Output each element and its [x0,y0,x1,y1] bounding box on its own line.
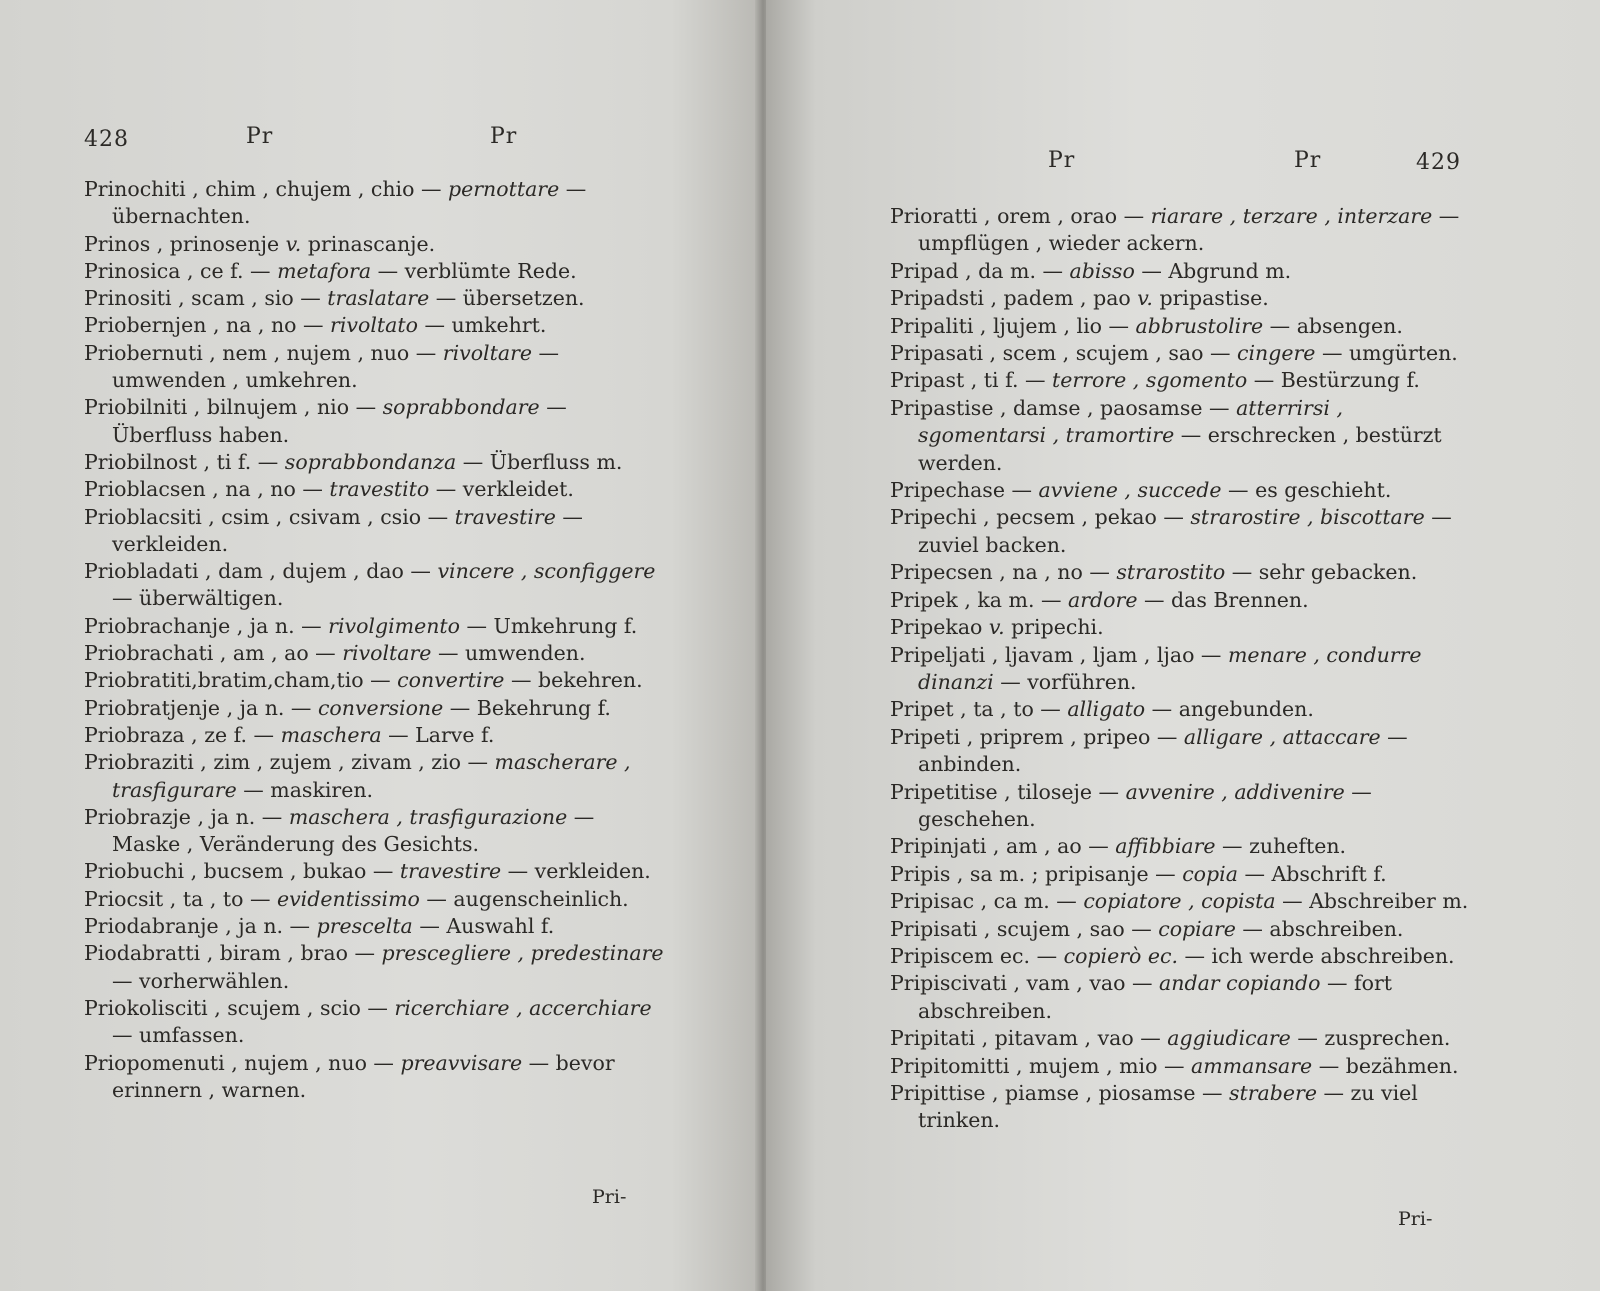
dictionary-entry [890,888,1472,915]
italian-gloss: rivoltare [342,641,432,666]
italian-gloss: v. [285,231,302,256]
entry-text: — Umkehrung f. [460,613,638,638]
entry-text: Prioblacsen , na , no — [84,477,330,502]
entry-text: pripechi. [1004,615,1104,640]
dictionary-entry [890,313,1472,340]
entry-text: Priobernuti , nem , nujem , nuo — [84,340,443,365]
dictionary-entry [84,995,664,1050]
entry-text: — umwenden , umkehren. [112,340,560,393]
entry-text: Pripasati , scem , scujem , sao — [890,341,1237,366]
entry-text: Pripaliti , ljujem , lio — [890,313,1136,338]
entry-text: Priobrachati , am , ao — [84,641,343,666]
entry-text: Priobraza , ze f. — [84,722,281,747]
entry-text: Pripet , ta , to — [890,697,1068,722]
entry-text: — es geschieht. [1221,478,1392,503]
running-head: Pr [246,124,274,149]
entry-text: — zu viel trinken. [918,1081,1418,1133]
dictionary-entry [84,913,664,940]
italian-gloss: ricerchiare , accerchiare [394,995,652,1020]
italian-gloss: avviene , succede [1038,478,1222,503]
italian-gloss: rivoltare [442,340,533,365]
entry-text: Pripitomitti , mujem , mio — [890,1053,1191,1078]
italian-gloss: preavvisare [400,1050,523,1075]
entry-text: — übersetzen. [429,286,585,311]
italian-gloss: v. [988,615,1005,640]
catchword: Pri- [592,1186,627,1208]
dictionary-entry [84,312,664,339]
catchword: Pri- [1398,1208,1433,1230]
entry-text: — Abschrift f. [1237,861,1387,886]
dictionary-entries [890,203,1472,1135]
entry-text: Priobladati , dam , dujem , dao — [84,559,438,584]
dictionary-entry [890,258,1472,285]
italian-gloss: prescegliere , predestinare [381,941,664,966]
italian-gloss: affibbiare [1115,834,1216,859]
italian-gloss: mascherare , trasfigurare [112,750,631,802]
italian-gloss: copiare [1158,916,1236,941]
entry-text: — erschrecken , bestürzt werden. [918,423,1442,475]
entry-text: — Larve f. [381,722,495,747]
entry-text: — Abgrund m. [1134,258,1292,283]
dictionary-entry [890,1053,1472,1080]
entry-text: Pripittise , piamse , piosamse — [890,1081,1229,1105]
entry-text: Prinositi , scam , sio — [84,286,328,311]
dictionary-entry [84,558,664,613]
dictionary-entry [84,886,664,913]
italian-gloss: prescelta [316,914,413,939]
italian-gloss: andar copiando [1159,971,1321,996]
italian-gloss: abbrustolire [1135,313,1264,338]
entry-text: — bevor erinnern , warnen. [112,1050,615,1102]
entry-text: — zuviel backen. [918,505,1452,557]
entry-text: Piodabratti , biram , brao — [84,941,382,966]
italian-gloss: atterrirsi , sgomentarsi , tramortire [918,395,1343,448]
entry-text: Priopomenuti , nujem , nuo — [84,1050,401,1075]
italian-gloss: rivolgimento [328,613,461,638]
dictionary-entry [890,587,1472,614]
entry-text: Pripek , ka m. — [890,587,1069,612]
dictionary-entry [890,861,1472,888]
italian-gloss: copierò ec. [1063,943,1179,968]
entry-text: — maskiren. [236,777,374,802]
entry-text: — umwenden. [431,641,586,666]
page-number: 429 [1416,150,1461,175]
entry-text: — abschreiben. [1235,916,1404,941]
dictionary-entry [890,1025,1472,1052]
entry-text: — verkleidet. [429,477,574,502]
italian-gloss: maschera , trasfigurazione [288,804,568,829]
dictionary-entry [890,779,1472,834]
entry-text: Pripis , sa m. ; pripisanje — [890,861,1183,886]
entry-text: — Bekehrung f. [443,695,611,720]
entry-text: — Abschreiber m. [1275,889,1469,914]
dictionary-entry [84,640,664,667]
dictionary-entry [84,1050,664,1105]
entry-text: Pripekao [890,615,989,640]
dictionary-entry [84,340,664,395]
italian-gloss: abisso [1069,258,1135,283]
dictionary-entry [84,667,664,694]
italian-gloss: cingere [1237,341,1316,366]
entry-text: Priobraziti , zim , zujem , zivam , zio — [84,750,495,775]
left-page [0,0,762,1291]
entry-text: Priokolisciti , scujem , scio — [84,995,395,1020]
italian-gloss: v. [1137,286,1153,311]
italian-gloss: alligare , attaccare [1183,724,1381,749]
entry-text: — umpflügen , wieder ackern. [918,204,1460,256]
dictionary-entries [84,176,664,1104]
entry-text: Pripiscivati , vam , vao — [890,971,1160,996]
italian-gloss: aggiudicare [1167,1026,1291,1051]
dictionary-entry [890,285,1472,312]
dictionary-entry [890,477,1472,504]
entry-text: — zuheften. [1215,834,1347,859]
italian-gloss: alligato [1067,697,1146,722]
entry-text: — verkleiden. [112,504,583,556]
entry-text: Priobernjen , na , no — [84,313,331,338]
entry-text: — augenscheinlich. [419,886,629,911]
dictionary-entry [890,559,1472,586]
dictionary-entry [84,940,664,995]
dictionary-entry [890,696,1472,723]
entry-text: Pripeljati , ljavam , ljam , ljao — [890,642,1228,667]
entry-text: — Überfluss haben. [112,395,567,447]
dictionary-entry [890,642,1472,697]
entry-text: Priobilnost , ti f. — [84,449,285,474]
entry-text: prinascanje. [301,231,436,256]
page-number: 428 [84,127,129,152]
entry-text: Pripast , ti f. — [890,368,1053,393]
dictionary-entry [890,943,1472,970]
entry-text: — absengen. [1263,313,1403,338]
entry-text: — Überfluss m. [456,449,623,474]
entry-text: — bezähmen. [1312,1053,1459,1078]
dictionary-entry [890,724,1472,779]
entry-text: Pripiscem ec. — [890,943,1064,968]
entry-text: Pripastise , damse , paosamse — [890,395,1237,420]
entry-text: Priobuchi , bucsem , bukao — [84,859,400,884]
entry-text: — zusprechen. [1290,1026,1451,1051]
entry-text: Priobilniti , bilnujem , nio — [84,395,383,420]
italian-gloss: travestire [399,859,502,884]
dictionary-entry [84,285,664,312]
italian-gloss: rivoltato [330,313,418,338]
entry-text: — umgürten. [1315,341,1458,366]
entry-text: pripastise. [1152,286,1269,311]
entry-text: Pripinjati , am , ao — [890,834,1116,859]
entry-text: — angebunden. [1145,697,1314,722]
dictionary-entry [84,504,664,559]
italian-gloss: evidentissimo [276,886,420,911]
dictionary-entry [84,858,664,885]
right-page [766,0,1600,1291]
entry-text: Priobrachanje , ja n. — [84,613,329,638]
entry-text: Priobratjenje , ja n. — [84,695,318,720]
entry-text: — ich werde abschreiben. [1178,943,1455,968]
dictionary-entry [84,449,664,476]
italian-gloss: pernottare [448,177,560,201]
running-head: Pr [1048,148,1076,173]
dictionary-entry [890,340,1472,367]
italian-gloss: ammansare [1190,1053,1313,1078]
entry-text: Pripad , da m. — [890,258,1070,283]
entry-text: Prinosica , ce f. — [84,258,278,283]
entry-text: — anbinden. [918,724,1408,777]
entry-text: — sehr gebacken. [1225,560,1418,585]
entry-text: Pripisati , scujem , sao — [890,916,1159,941]
entry-text: — fort abschreiben. [918,971,1392,1023]
italian-gloss: menare , condurre dinanzi [918,642,1422,694]
entry-text: — geschehen. [918,779,1372,831]
entry-text: Prinochiti , chim , chujem , chio — [84,177,448,201]
italian-gloss: soprabbondanza [284,449,457,474]
dictionary-entry [84,722,664,749]
dictionary-entry [890,367,1472,394]
dictionary-entry [890,614,1472,641]
dictionary-entry [890,504,1472,559]
italian-gloss: terrore , sgomento [1052,368,1248,393]
italian-gloss: vincere , sconfiggere [437,559,656,584]
dictionary-entry [890,916,1472,943]
entry-text: — Auswahl f. [412,914,555,939]
entry-text: Pripechi , pecsem , pekao — [890,505,1191,530]
entry-text: Pripeti , priprem , pripeo — [890,724,1184,749]
dictionary-entry [890,1080,1472,1135]
italian-gloss: convertire [397,668,505,693]
dictionary-entry [890,970,1472,1025]
entry-text: — vorführen. [993,669,1137,694]
entry-text: — umfassen. [112,1023,245,1048]
dictionary-entry [84,394,664,449]
italian-gloss: copiatore , copista [1083,889,1276,914]
entry-text: — überwältigen. [112,586,284,611]
dictionary-entry [84,613,664,640]
italian-gloss: maschera [280,722,382,747]
entry-text: Pripetitise , tiloseje — [890,779,1126,804]
entry-text: Prioratti , orem , orao — [890,204,1151,228]
italian-gloss: travestire [454,504,556,529]
running-head: Pr [1294,148,1322,173]
dictionary-entry [890,203,1472,258]
dictionary-entry [84,176,664,231]
italian-gloss: traslatare [327,286,430,311]
dictionary-entry [84,695,664,722]
running-head: Pr [490,124,518,149]
italian-gloss: strarostire , biscottare [1190,505,1425,530]
dictionary-entry [890,833,1472,860]
entry-text: Priodabranje , ja n. — [84,914,317,939]
entry-text: — Bestürzung f. [1247,368,1420,393]
italian-gloss: metafora [277,258,372,283]
entry-text: Priocsit , ta , to — [84,886,277,911]
entry-text: — bekehren. [504,668,643,693]
italian-gloss: conversione [317,695,444,720]
italian-gloss: travestito [329,477,430,502]
dictionary-entry [84,749,664,804]
italian-gloss: strarostito [1116,560,1226,585]
entry-text: Pripisac , ca m. — [890,889,1084,914]
entry-text: Pripitati , pitavam , vao — [890,1026,1168,1051]
dictionary-entry [84,476,664,503]
italian-gloss: riarare , terzare , interzare [1150,204,1433,228]
dictionary-entry [84,231,664,258]
dictionary-entry [84,804,664,859]
dictionary-entry [84,258,664,285]
italian-gloss: avvenire , addivenire [1125,779,1345,804]
entry-text: — Maske , Veränderung des Gesichts. [112,804,595,857]
entry-text: Pripechase — [890,478,1039,503]
entry-text: — übernachten. [112,177,587,229]
entry-text: — verkleiden. [501,859,651,884]
entry-text: Pripadsti , padem , pao [890,286,1138,311]
entry-text: — umkehrt. [417,313,547,338]
entry-text: — das Brennen. [1137,587,1309,612]
entry-text: Prioblacsiti , csim , csivam , csio — [84,504,455,529]
italian-gloss: copia [1182,861,1238,886]
italian-gloss: ardore [1068,587,1138,612]
entry-text: Pripecsen , na , no — [890,560,1117,585]
italian-gloss: strabere [1229,1081,1317,1105]
entry-text: — vorherwählen. [112,968,290,993]
entry-text: Priobrazje , ja n. — [84,804,289,829]
dictionary-entry [890,395,1472,477]
italian-gloss: soprabbondare [382,395,540,420]
entry-text: Priobratiti,bratim,cham,tio — [84,668,398,693]
entry-text: — verblümte Rede. [371,258,577,283]
entry-text: Prinos , prinosenje [84,231,286,256]
